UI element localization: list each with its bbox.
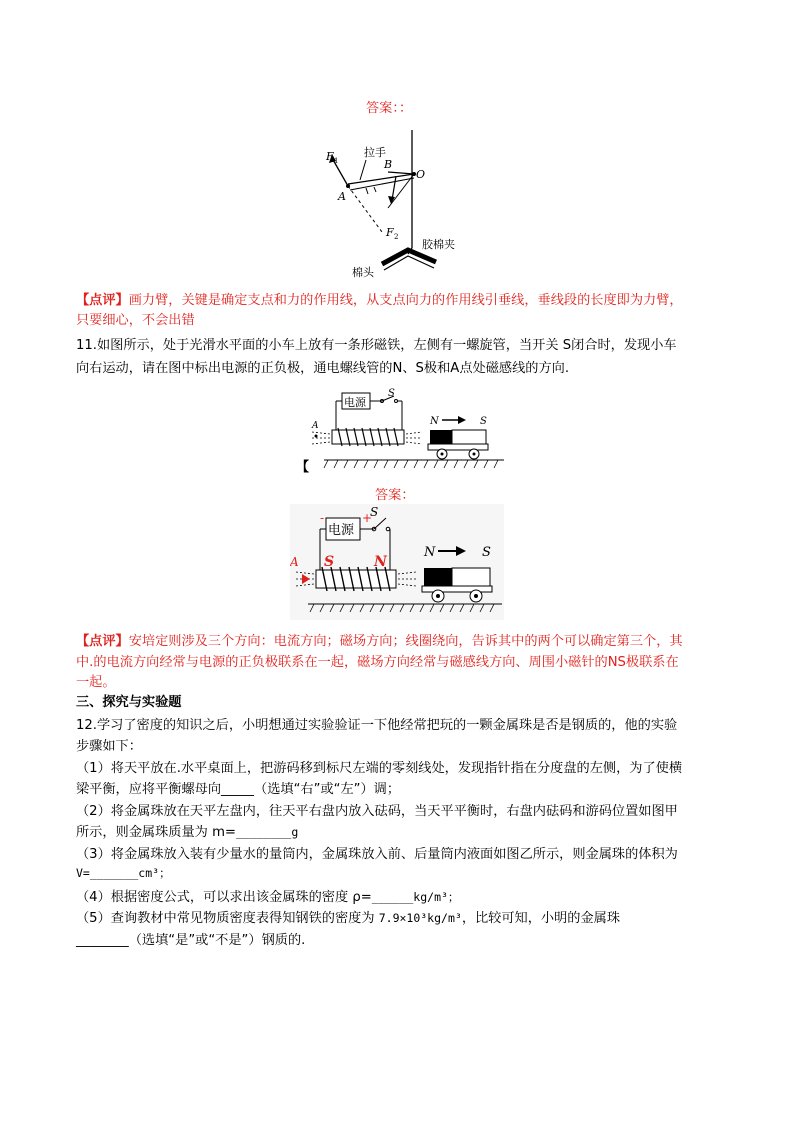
plus-sign: + <box>362 511 373 525</box>
q12-step4: （4）根据密度公式，可以求出该金属珠的密度 ρ=______kg/m³； <box>76 890 460 905</box>
q12-step1-a: （1）将天平放在.水平桌面上，把游码移到标尺左端的零刻线处，发现指针指在分度盘的左侧，为了使横 <box>76 761 683 776</box>
q12-step3-a: （3）将金属珠放入装有少量水的量筒内，金属珠放入前、后量筒内液面如图乙所示，则金属珠的体积为 <box>76 847 678 862</box>
solenoid-figure-question <box>296 388 506 470</box>
answer-label-2: 答案： <box>375 488 415 503</box>
jiao-mian-jia-label: 胶棉夹 <box>422 238 455 251</box>
minus-sign: - <box>320 511 325 525</box>
mass-blank: ________g <box>235 825 299 839</box>
comment-2-line-1: 【点评】安培定则涉及三个方向：电流方向；磁场方向；线圈绕向，告诉其中的两个可以确定第三个，其 <box>76 634 683 649</box>
bracket-mark: 【 <box>296 460 310 475</box>
f1-label: F <box>326 150 334 163</box>
comment-1-line-2: 只要细心，不会出错 <box>76 313 195 328</box>
comment-2-line-2: 中.的电流方向经常与电源的正负极联系在一起，磁场方向经常与磁感线方向、周围小磁针的NS极联系在 <box>76 655 679 670</box>
q12-step5-a: （5）查询教材中常见物质密度表得知钢铁的密度为 7.9×10³kg/m³，比较可知，小明的金属珠 <box>76 911 621 926</box>
answer-label-1: 答案：： <box>366 101 413 116</box>
comment-2-line-3: 一起。 <box>76 675 116 690</box>
density-blank: ______kg/m³； <box>371 890 460 904</box>
q12-step2-a: （2）将金属珠放在天平左盘内，往天平右盘内放入砝码，当天平平衡时，右盘内砝码和游码位置如图甲 <box>76 804 678 819</box>
coil-s-label: S <box>324 554 335 570</box>
lever-diagram <box>318 130 478 282</box>
switch-label: S <box>370 505 379 519</box>
q12-intro-2: 步骤如下： <box>76 739 142 754</box>
q12-step2-b: 所示，则金属珠质量为 m=________g <box>76 825 299 840</box>
a-point-label: A <box>312 421 319 431</box>
power-label: 电源 <box>344 396 366 409</box>
coil-n-label: N <box>374 554 387 570</box>
b-label: B <box>384 158 393 171</box>
comment-1-line-1: 【点评】画力臂，关键是确定支点和力的作用线，从支点向力的作用线引垂线，垂线段的长度即为力臂， <box>76 293 683 308</box>
q12-step5-b: ________（选填“是”或“不是”）钢质的. <box>76 933 306 948</box>
a-label: A <box>338 190 346 203</box>
magnet-s-label: S <box>480 416 487 427</box>
magnet-n-label: N <box>430 416 439 427</box>
q12-step1-b: 梁平衡，应将平衡螺母向_____（选填“右”或“左”）调； <box>76 782 401 797</box>
q12-intro-1: 12.学习了密度的知识之后，小明想通过实验验证一下他经常把玩的一颗金属珠是否是钢质的，他的实验 <box>76 718 678 733</box>
q12-step3-b: V=_______cm³； <box>76 866 171 880</box>
solenoid-figure-answer <box>290 504 504 620</box>
la-shou-label: 拉手 <box>364 146 386 159</box>
comment-tag: 【点评】 <box>76 293 129 308</box>
magnet-s-label: S <box>482 545 491 560</box>
magnet-n-label: N <box>424 545 436 560</box>
a-point-label: A <box>290 555 299 569</box>
q11-line-2: 向右运动，请在图中标出电源的正负极，通电螺线管的N、S极和A点处磁感线的方向. <box>76 361 570 376</box>
comment-tag: 【点评】 <box>76 634 129 649</box>
svg-text:2: 2 <box>394 233 399 241</box>
mian-tou-label: 棉头 <box>352 266 374 279</box>
o-label: O <box>416 168 426 181</box>
power-label: 电源 <box>328 523 355 538</box>
f2-label: F <box>386 226 394 239</box>
section-title: 三、探究与实验题 <box>76 695 182 710</box>
switch-label: S <box>388 388 395 399</box>
svg-text:1: 1 <box>334 157 339 165</box>
q11-line-1: 11.如图所示，处于光滑水平面的小车上放有一条形磁铁，左侧有一螺旋管，当开关 S闭合时，发现小车 <box>76 338 677 353</box>
